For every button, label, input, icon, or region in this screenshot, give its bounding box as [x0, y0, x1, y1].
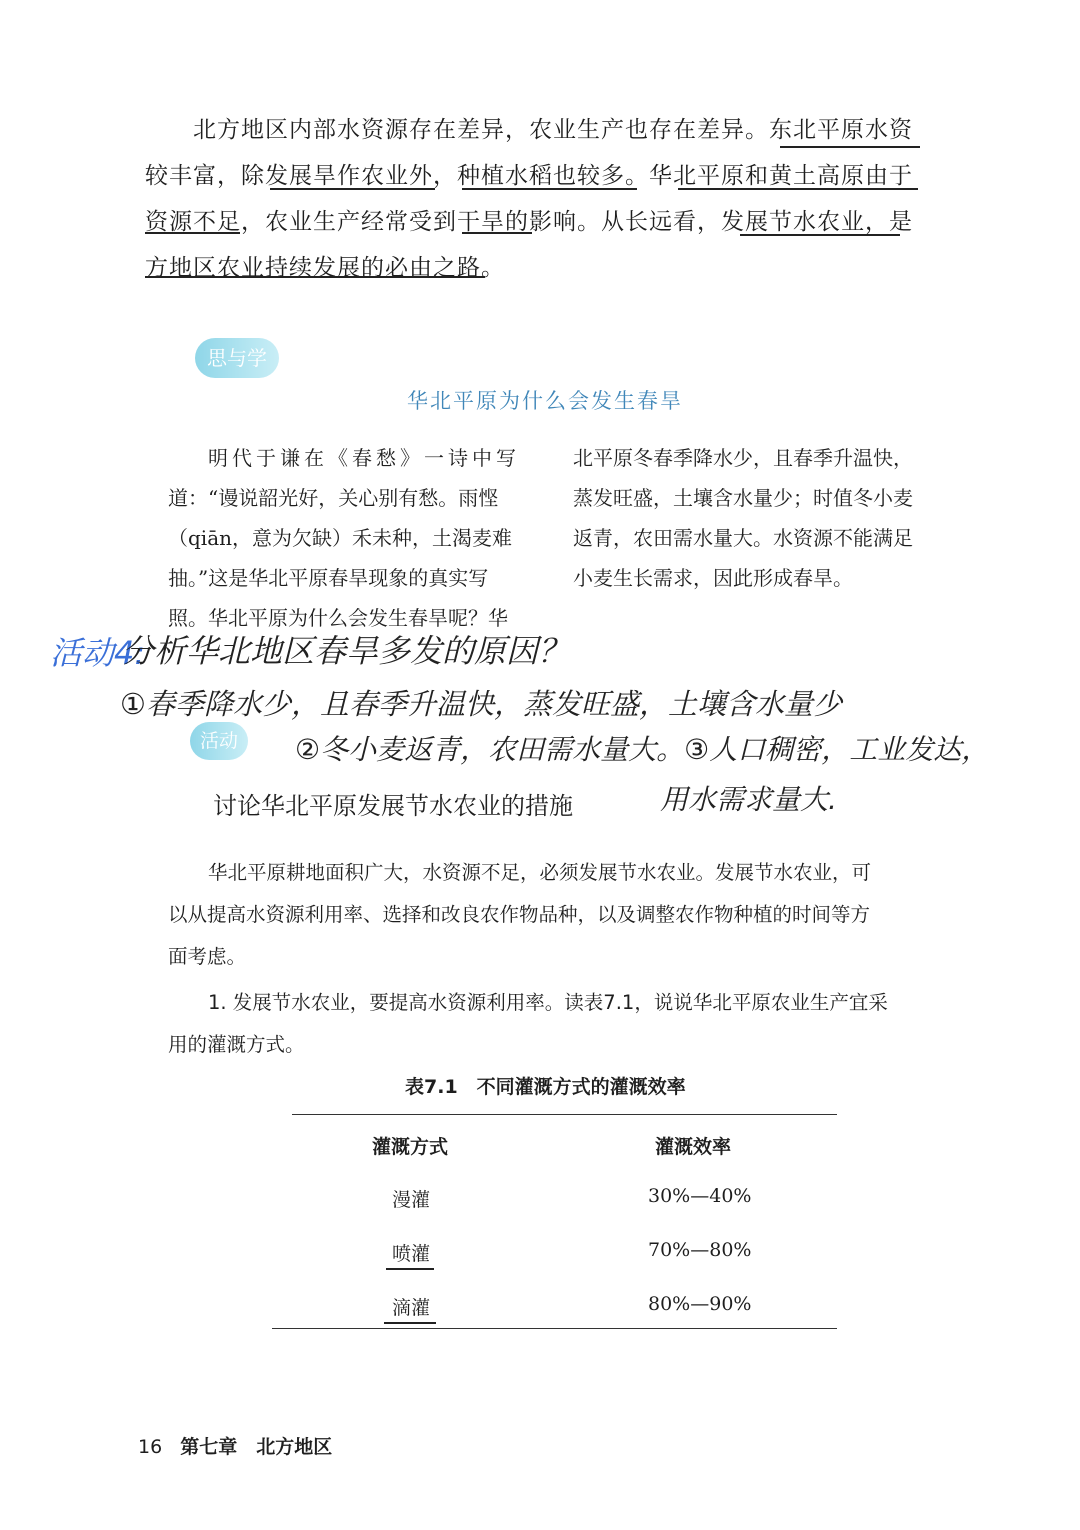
pen-underline [145, 276, 485, 278]
intro-line: 北方地区内部水资源存在差异，农业生产也存在差异。东北平原水资 [193, 117, 913, 143]
pen-underline [270, 188, 435, 190]
think-left-column [168, 438, 520, 638]
think-left-line: 抽。”这是华北平原春旱现象的真实写 [168, 566, 489, 590]
pen-underline [145, 232, 240, 234]
table-cell: 80%—90% [648, 1293, 752, 1315]
activity-body-line: 面考虑。 [168, 945, 247, 968]
think-title: 华北平原为什么会发生春旱 [407, 389, 683, 413]
table-bottom-rule [272, 1328, 837, 1329]
pen-underline [384, 1322, 436, 1324]
think-right-line: 北平原冬春季降水少，且春季升温快， [573, 446, 913, 470]
question-line: 1. 发展节水农业，要提高水资源利用率。读表7.1，说说华北平原农业生产宜采 [208, 991, 888, 1014]
intro-line: 较丰富，除发展旱作农业外，种植水稻也较多。华北平原和黄土高原由于 [145, 163, 913, 189]
table-cell: 30%—40% [648, 1185, 752, 1207]
handwritten-answer: ①春季降水少，且春季升温快，蒸发旺盛，土壤含水量少 [120, 687, 842, 721]
pen-underline [780, 146, 920, 148]
pen-underline [678, 188, 918, 190]
activity-body-line: 以从提高水资源利用率、选择和改良农作物品种，以及调整农作物种植的时间等方 [168, 903, 871, 926]
pen-underline [462, 232, 532, 234]
think-right-line: 返青，农田需水量大。水资源不能满足 [573, 526, 913, 550]
pen-underline [386, 1268, 434, 1270]
think-left-line: 明代于谦在《春愁》一诗中写 [208, 446, 520, 470]
think-left-line: 照。华北平原为什么会发生春旱呢？华 [168, 606, 508, 630]
think-right-line: 小麦生长需求，因此形成春旱。 [573, 566, 853, 590]
think-left-line: 道：“谩说韶光好，关心别有愁。雨悭 [168, 486, 499, 510]
page-number: 16 [138, 1436, 163, 1458]
think-banner: 思与学 [195, 338, 279, 378]
think-right-column [573, 438, 913, 598]
table-cell: 喷灌 [392, 1243, 431, 1265]
page-footer [138, 1432, 332, 1459]
pen-underline [740, 234, 900, 236]
table-cell: 漫灌 [392, 1189, 431, 1211]
question-line: 用的灌溉方式。 [168, 1033, 305, 1056]
activity-title: 讨论华北平原发展节水农业的措施 [213, 792, 573, 820]
pen-underline [462, 188, 637, 190]
activity-banner: 活动 [190, 722, 248, 760]
table-cell: 70%—80% [648, 1239, 752, 1261]
table-header: 灌溉方式 [372, 1136, 449, 1158]
think-left-line: （qiān，意为欠缺）禾未种，土渴麦难 [168, 526, 513, 550]
intro-line: 资源不足，农业生产经常受到干旱的影响。从长远看，发展节水农业，是 [145, 209, 913, 235]
intro-paragraph [145, 107, 925, 291]
activity-body [168, 852, 943, 978]
table-top-rule [292, 1114, 837, 1115]
table-cell: 滴灌 [392, 1297, 431, 1319]
handwritten-label: 活动4: [50, 634, 146, 672]
activity-question-1 [168, 982, 943, 1066]
intro-line: 方地区农业持续发展的必由之路。 [145, 255, 505, 281]
handwritten-answer: 用水需求量大. [660, 783, 837, 816]
chapter-title: 第七章 北方地区 [180, 1436, 333, 1458]
table-header: 灌溉效率 [655, 1136, 732, 1158]
table-caption: 表7.1 不同灌溉方式的灌溉效率 [405, 1076, 686, 1098]
handwritten-question: 分析华北地区春旱多发的原因？ [122, 632, 571, 670]
think-right-line: 蒸发旺盛，土壤含水量少；时值冬小麦 [573, 486, 913, 510]
activity-body-line: 华北平原耕地面积广大，水资源不足，必须发展节水农业。发展节水农业，可 [208, 861, 872, 884]
handwritten-answer: ②冬小麦返青，农田需水量大。③人口稠密，工业发达， [295, 733, 990, 766]
